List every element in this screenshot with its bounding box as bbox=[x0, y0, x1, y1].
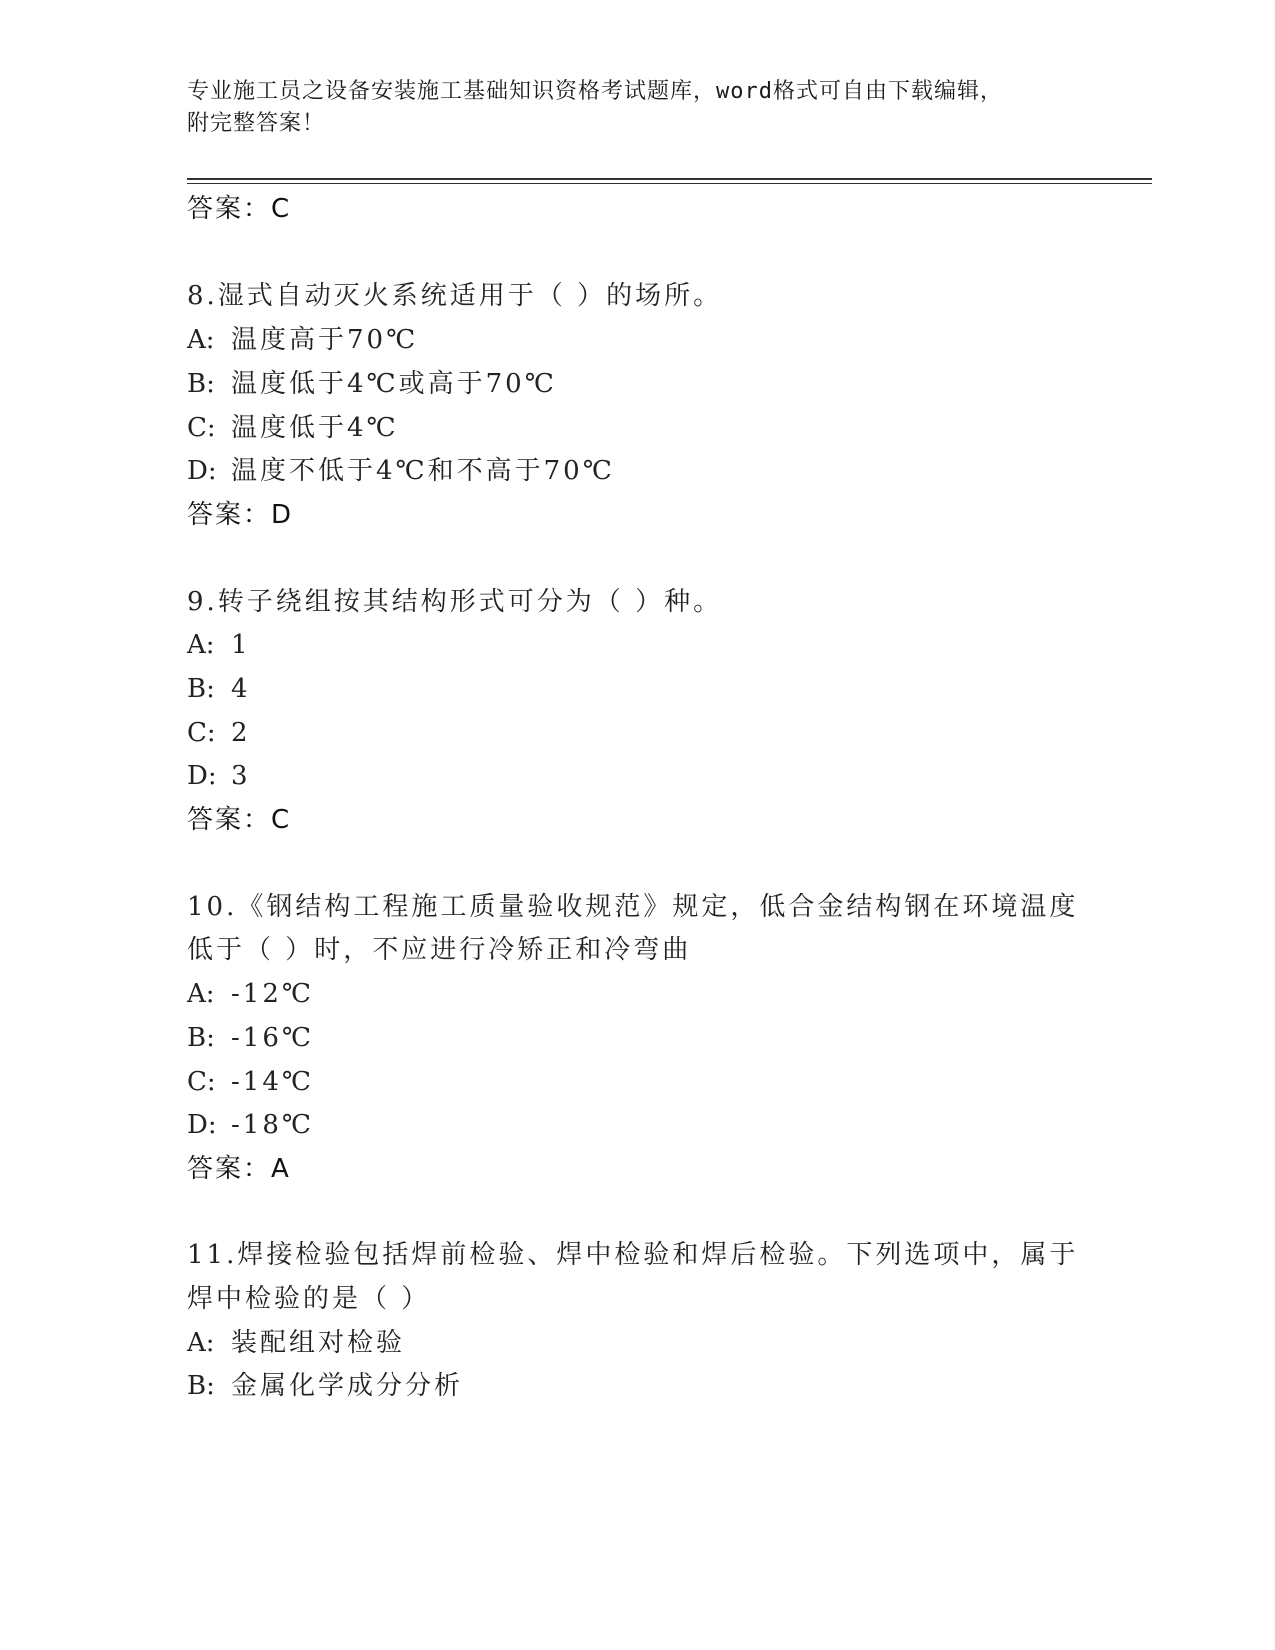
option-label: B: bbox=[187, 1371, 215, 1401]
option-label: A: bbox=[187, 630, 215, 660]
option-label: A: bbox=[187, 1328, 215, 1358]
question-11-option-b bbox=[187, 1368, 463, 1404]
document-header bbox=[187, 76, 1067, 140]
option-text: 温度高于70℃ bbox=[231, 325, 419, 355]
question-8-stem: 8.湿式自动灭火系统适用于（ ）的场所。 bbox=[187, 281, 723, 311]
question-9-answer: 答案：C bbox=[187, 805, 292, 835]
header-divider-thin bbox=[187, 183, 1152, 184]
header-divider bbox=[187, 178, 1152, 180]
option-text: 温度低于4℃或高于70℃ bbox=[231, 369, 557, 399]
option-text: -12℃ bbox=[231, 979, 314, 1009]
option-text: 温度不低于4℃和不高于70℃ bbox=[231, 456, 615, 486]
option-label: D: bbox=[187, 761, 217, 791]
question-8-option-c bbox=[187, 410, 399, 446]
option-text: 温度低于4℃ bbox=[231, 413, 399, 443]
option-text: 1 bbox=[231, 630, 251, 660]
option-text: 装配组对检验 bbox=[231, 1328, 406, 1358]
question-11-option-a bbox=[187, 1325, 405, 1361]
option-label: B: bbox=[187, 1023, 215, 1053]
question-11-stem-line-2: 焊中检验的是（ ） bbox=[187, 1284, 431, 1314]
option-text: -14℃ bbox=[231, 1067, 314, 1097]
question-10-option-d bbox=[187, 1107, 314, 1143]
header-line-2: 附完整答案！ bbox=[187, 111, 326, 136]
question-9-option-b bbox=[187, 671, 251, 707]
question-8-option-b bbox=[187, 366, 557, 402]
question-9-option-a bbox=[187, 627, 251, 663]
question-9-option-c bbox=[187, 715, 251, 751]
question-10-stem-line-2: 低于（ ）时，不应进行冷矫正和冷弯曲 bbox=[187, 935, 692, 965]
option-text: 4 bbox=[231, 674, 251, 704]
question-9-option-d bbox=[187, 758, 251, 794]
option-text: 金属化学成分分析 bbox=[231, 1371, 464, 1401]
answer-previous: 答案：C bbox=[187, 194, 292, 224]
question-10-answer: 答案：A bbox=[187, 1154, 291, 1184]
option-label: C: bbox=[187, 1067, 216, 1097]
option-text: 3 bbox=[231, 761, 251, 791]
question-10-option-b bbox=[187, 1020, 314, 1056]
option-label: B: bbox=[187, 369, 215, 399]
option-label: C: bbox=[187, 413, 216, 443]
option-label: C: bbox=[187, 718, 216, 748]
option-label: D: bbox=[187, 1110, 217, 1140]
option-text: -16℃ bbox=[231, 1023, 314, 1053]
question-10-stem-line-1: 10.《钢结构工程施工质量验收规范》规定，低合金结构钢在环境温度 bbox=[187, 892, 1079, 922]
option-label: A: bbox=[187, 325, 215, 355]
question-8-option-d bbox=[187, 453, 615, 489]
option-label: B: bbox=[187, 674, 215, 704]
question-10-option-c bbox=[187, 1064, 314, 1100]
option-text: 2 bbox=[231, 718, 251, 748]
question-11-stem-line-1: 11.焊接检验包括焊前检验、焊中检验和焊后检验。下列选项中，属于 bbox=[187, 1240, 1079, 1270]
option-label: A: bbox=[187, 979, 215, 1009]
option-text: -18℃ bbox=[231, 1110, 314, 1140]
question-10-option-a bbox=[187, 976, 314, 1012]
question-8-answer: 答案：D bbox=[187, 500, 294, 530]
option-label: D: bbox=[187, 456, 217, 486]
question-8-option-a bbox=[187, 322, 418, 358]
header-line-1: 专业施工员之设备安装施工基础知识资格考试题库，word格式可自由下载编辑， bbox=[187, 79, 1003, 104]
question-9-stem: 9.转子绕组按其结构形式可分为（ ）种。 bbox=[187, 587, 723, 617]
